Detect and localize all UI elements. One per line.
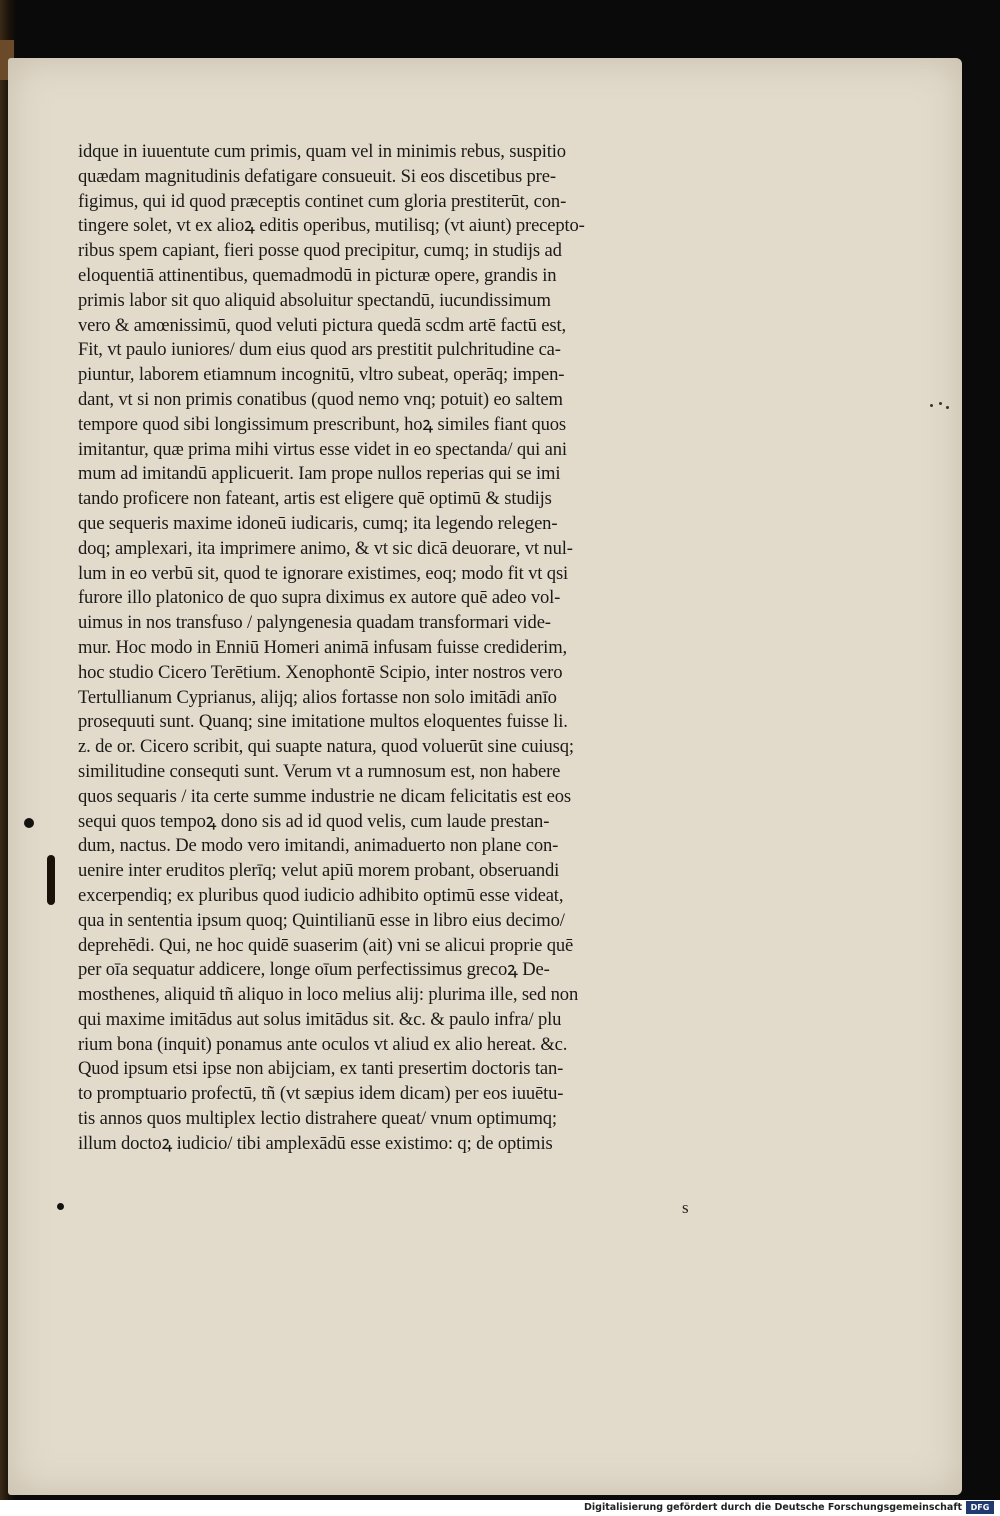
text-line: mum ad imitandū applicuerit. Iam prope nullos reperias qui se imi (78, 463, 561, 485)
text-line: ribus spem capiant, fieri posse quod precipitur, cumq; in studijs ad (78, 240, 562, 262)
ink-blot-mark (57, 1203, 64, 1210)
text-line: lum in eo verbū sit, quod te ignorare existimes, eoq; modo fit vt qsi (78, 562, 569, 584)
text-line: quos sequaris / ita certe summe industrie ne dicam felicitatis est eos (78, 785, 571, 807)
text-line: tis annos quos multiplex lectio distrahere queat/ vnum optimumq; (78, 1108, 557, 1130)
text-line: per oīa sequatur addicere, longe oīum perfectissimus grecoꝝ De- (78, 959, 550, 981)
text-line: quædam magnitudinis defatigare consueuit. Si eos discetibus pre- (78, 165, 556, 187)
text-line: qua in sententia ipsum quoq; Quintilianū esse in libro eius decimo/ (78, 909, 565, 931)
text-line: hoc studio Cicero Terētium. Xenophontē Scipio, inter nostros vero (78, 661, 563, 683)
text-line: figimus, qui id quod præceptis continet cum gloria prestiterūt, con- (78, 190, 567, 212)
text-line: furore illo platonico de quo supra diximus ex autore quē adeo vol- (78, 587, 561, 609)
margin-dots (930, 400, 954, 412)
text-line: idque in iuuentute cum primis, quam vel in minimis rebus, suspitio (78, 141, 566, 162)
text-line: uimus in nos transfuso / palyngenesia quadam transformari vide- (78, 612, 551, 634)
text-line: mur. Hoc modo in Enniū Homeri animā infusam fuisse crediderim, (78, 636, 568, 658)
text-line: deprehēdi. Qui, ne hoc quidē suaserim (ait) vni se alicui proprie quē (78, 934, 574, 956)
text-line: tempore quod sibi longissimum prescribunt, hoꝝ similes fiant quos (78, 413, 567, 435)
text-line: piuntur, laborem etiamnum incognitū, vltro subeat, operāq; impen- (78, 364, 565, 386)
text-line: to promptuario profectū, tñ (vt sæpius idem dicam) per eos iuuētu- (78, 1083, 564, 1105)
text-line: uenire inter eruditos plerīq; velut apiū morem probant, obseruandi (78, 860, 560, 882)
text-line: rium bona (inquit) ponamus ante oculos vt aliud ex alio hereat. &c. (78, 1033, 568, 1055)
text-line: sequi quos tempoꝝ dono sis ad id quod velis, cum laude prestan- (78, 810, 550, 832)
text-line: Quod ipsum etsi ipse non abijciam, ex tanti presertim doctoris tan- (78, 1058, 564, 1080)
text-line: prosequuti sunt. Quanq; sine imitatione multos eloquentes fuisse li. (78, 711, 568, 733)
text-line: que sequeris maxime idoneū iudicaris, cumq; ita legendo relegen- (78, 512, 558, 534)
text-line: z. de or. Cicero scribit, qui suapte natura, quod voluerūt sine cuiusq; (78, 736, 574, 758)
text-line: dum, nactus. De modo vero imitandi, animaduerto non plane con- (78, 835, 559, 857)
text-line: mosthenes, aliquid tñ aliquo in loco melius alij: plurima ille, sed non (78, 984, 579, 1006)
text-line: illum doctoꝝ iudicio/ tibi amplexādū esse existimo: q; de optimis (78, 1132, 553, 1154)
margin-stain-mark (47, 855, 55, 905)
text-line: qui maxime imitādus aut solus imitādus sit. &c. & paulo infra/ plu (78, 1008, 562, 1030)
text-line: tando proficere non fateant, artis est eligere quē optimū & studijs (78, 488, 552, 510)
page-body-text (78, 140, 768, 1157)
text-line: vero & amœnissimū, quod veluti pictura quedā scdm artē factū est, (78, 314, 567, 336)
text-line: eloquentiā attinentibus, quemadmodū in picturæ opere, grandis in (78, 264, 557, 286)
text-line: imitantur, quæ prima mihi virtus esse videt in eo spectanda/ qui ani (78, 438, 567, 460)
ink-blot-mark (24, 818, 34, 828)
signature-mark: s (682, 1198, 689, 1217)
text-line: Fit, vt paulo iuniores/ dum eius quod ars prestitit pulchritudine ca- (78, 339, 561, 361)
text-line: dant, vt si non primis conatibus (quod nemo vnq; potuit) eo saltem (78, 388, 563, 410)
text-line: tingere solet, vt ex alioꝝ editis operibus, mutilisq; (vt aiunt) precepto- (78, 215, 585, 237)
text-line: primis labor sit quo aliquid absoluitur spectandū, iucundissimum (78, 289, 551, 311)
text-line: Tertullianum Cyprianus, alijq; alios fortasse non solo imitādi anīo (78, 686, 557, 708)
dfg-logo: DFG (966, 1501, 994, 1514)
text-line: doq; amplexari, ita imprimere animo, & vt sic dicā deuorare, vt nul- (78, 537, 573, 559)
footer-credit-text: Digitalisierung gefördert durch die Deutsche Forschungsgemeinschaft (584, 1502, 962, 1513)
text-line: similitudine consequti sunt. Verum vt a rumnosum est, non habere (78, 760, 561, 782)
text-line: excerpendiq; ex pluribus quod iudicio adhibito optimū esse videat, (78, 884, 564, 906)
